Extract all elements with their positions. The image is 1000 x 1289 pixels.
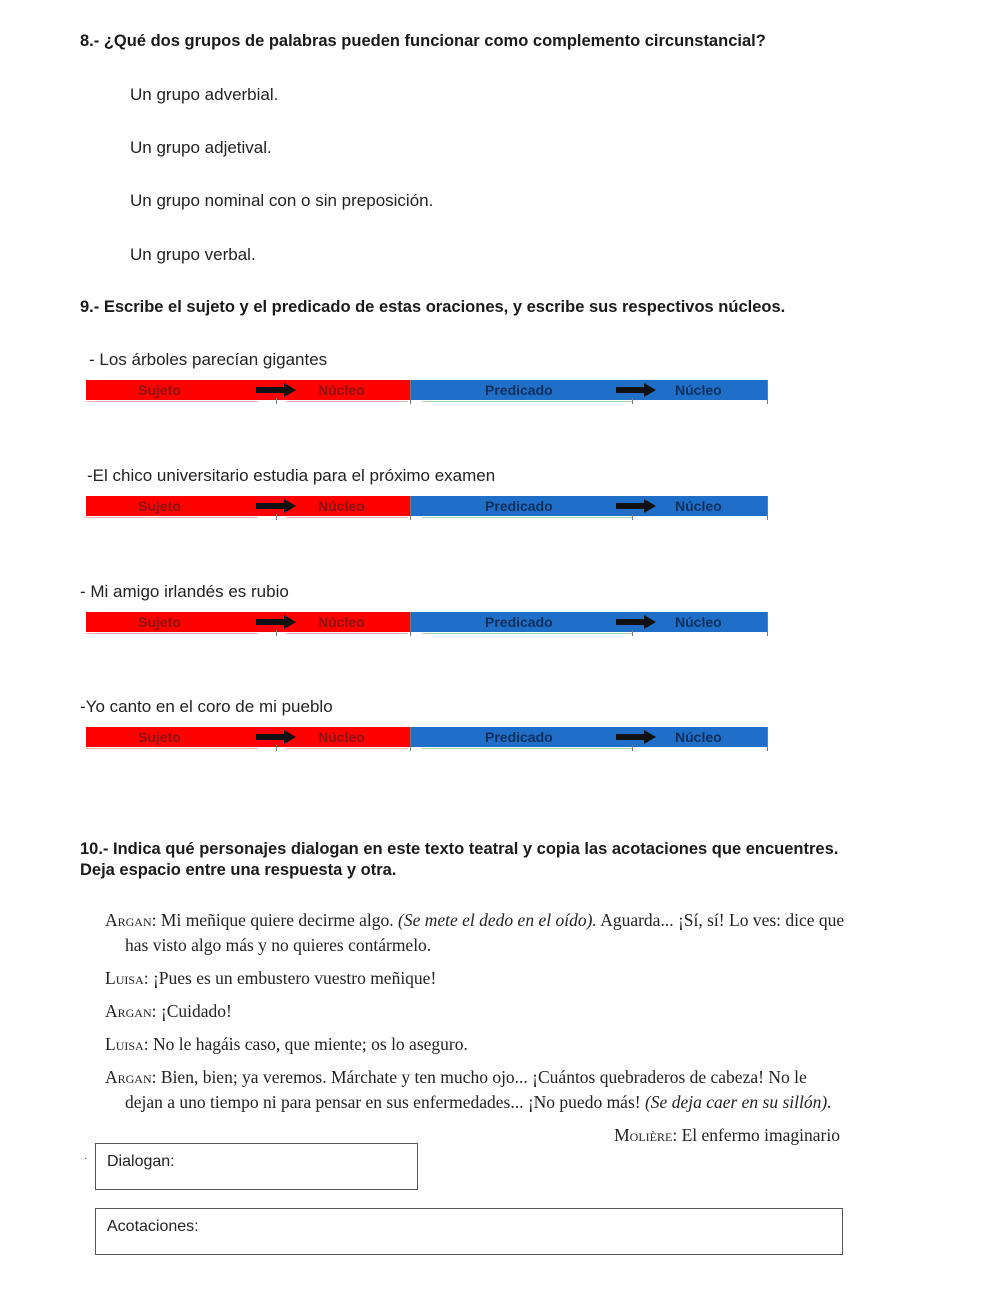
play-line-5-cont: dejan a uno tiempo ni para pensar en sus enfermedades... ¡No puedo más! (Se deja caer en su sillón). — [125, 1092, 832, 1112]
predicado-section[interactable] — [411, 380, 768, 400]
arrow-right-icon — [616, 499, 656, 513]
nucleo-sujeto-label: Núcleo — [318, 614, 365, 630]
sujeto-section[interactable] — [86, 496, 411, 516]
nucleo-predicado-label: Núcleo — [675, 498, 722, 514]
sujeto-label: Sujeto — [138, 614, 181, 630]
question-10-title: 10.- Indica qué personajes dialogan en este texto teatral y copia las acotaciones que encuentres. — [80, 840, 839, 858]
analysis-bar-2[interactable] — [86, 496, 768, 520]
sentence-4: -Yo canto en el coro de mi pueblo — [80, 697, 333, 716]
arrow-right-icon — [256, 730, 296, 744]
play-line-1: Argan: Mi meñique quiere decirme algo. (Se mete el dedo en el oído). Aguarda... ¡Sí, sí! Lo ves: dice que — [105, 910, 845, 930]
predicado-label: Predicado — [485, 729, 553, 745]
speaker-argan: Argan: — [105, 1067, 157, 1087]
work-title: El enfermo imaginario — [681, 1125, 840, 1145]
sentence-3: - Mi amigo irlandés es rubio — [80, 582, 289, 601]
sentence-1: - Los árboles parecían gigantes — [89, 350, 328, 369]
arrow-right-icon — [616, 383, 656, 397]
nucleo-sujeto-label: Núcleo — [318, 382, 365, 398]
nucleo-predicado-label: Núcleo — [675, 729, 722, 745]
predicado-section[interactable] — [411, 612, 768, 632]
question-8-title: 8.- ¿Qué dos grupos de palabras pueden funcionar como complemento circunstancial? — [80, 32, 766, 50]
predicado-section[interactable] — [411, 727, 768, 747]
sujeto-section[interactable] — [86, 727, 411, 747]
bullet-mark: · — [84, 1153, 88, 1164]
arrow-right-icon — [256, 499, 296, 513]
predicado-section[interactable] — [411, 496, 768, 516]
author: Molière: — [614, 1125, 678, 1145]
speaker-luisa: Luisa: — [105, 968, 149, 988]
nucleo-sujeto-label: Núcleo — [318, 729, 365, 745]
sujeto-label: Sujeto — [138, 382, 181, 398]
arrow-right-icon — [616, 730, 656, 744]
sujeto-section[interactable] — [86, 380, 411, 400]
play-line-5: Argan: Bien, bien; ya veremos. Márchate y ten mucho ojo... ¡Cuántos quebraderos de cabeza! No le — [105, 1067, 807, 1087]
question-9-title: 9.- Escribe el sujeto y el predicado de estas oraciones, y escribe sus respectivos núcleos. — [80, 298, 786, 316]
speaker-luisa: Luisa: — [105, 1034, 149, 1054]
stage-direction: (Se deja caer en su sillón). — [644, 1092, 832, 1112]
arrow-right-icon — [256, 383, 296, 397]
acotaciones-label: Acotaciones: — [107, 1218, 199, 1235]
predicado-label: Predicado — [485, 498, 553, 514]
play-line-3: Argan: ¡Cuidado! — [105, 1001, 232, 1021]
dialogan-label: Dialogan: — [107, 1153, 175, 1170]
analysis-bar-1[interactable] — [86, 380, 768, 404]
analysis-bar-3[interactable] — [86, 612, 768, 636]
nucleo-sujeto-label: Núcleo — [318, 498, 365, 514]
arrow-right-icon — [256, 615, 296, 629]
analysis-bar-4[interactable] — [86, 727, 768, 751]
predicado-label: Predicado — [485, 614, 553, 630]
sujeto-label: Sujeto — [138, 498, 181, 514]
nucleo-predicado-label: Núcleo — [675, 382, 722, 398]
sujeto-label: Sujeto — [138, 729, 181, 745]
acotaciones-answer-box[interactable] — [95, 1208, 843, 1255]
play-line-1-cont: has visto algo más y no quieres contármelo. — [125, 935, 432, 955]
attribution — [614, 1123, 840, 1147]
sujeto-section[interactable] — [86, 612, 411, 632]
speaker-argan: Argan: — [105, 910, 157, 930]
speaker-argan: Argan: — [105, 1001, 157, 1021]
option-nominal[interactable]: Un grupo nominal con o sin preposición. — [130, 191, 434, 210]
play-line-2: Luisa: ¡Pues es un embustero vuestro meñique! — [105, 968, 437, 988]
dialogan-answer-box[interactable] — [95, 1143, 418, 1190]
question-10-subtitle: Deja espacio entre una respuesta y otra. — [80, 861, 397, 879]
nucleo-predicado-label: Núcleo — [675, 614, 722, 630]
sentence-2: -El chico universitario estudia para el próximo examen — [87, 466, 496, 485]
option-adjetival[interactable]: Un grupo adjetival. — [130, 138, 272, 157]
option-verbal[interactable]: Un grupo verbal. — [130, 245, 256, 264]
play-line-4: Luisa: No le hagáis caso, que miente; os lo aseguro. — [105, 1034, 468, 1054]
stage-direction: (Se mete el dedo en el oído). — [398, 910, 597, 930]
arrow-right-icon — [616, 615, 656, 629]
option-adverbial[interactable]: Un grupo adverbial. — [130, 85, 279, 104]
predicado-label: Predicado — [485, 382, 553, 398]
